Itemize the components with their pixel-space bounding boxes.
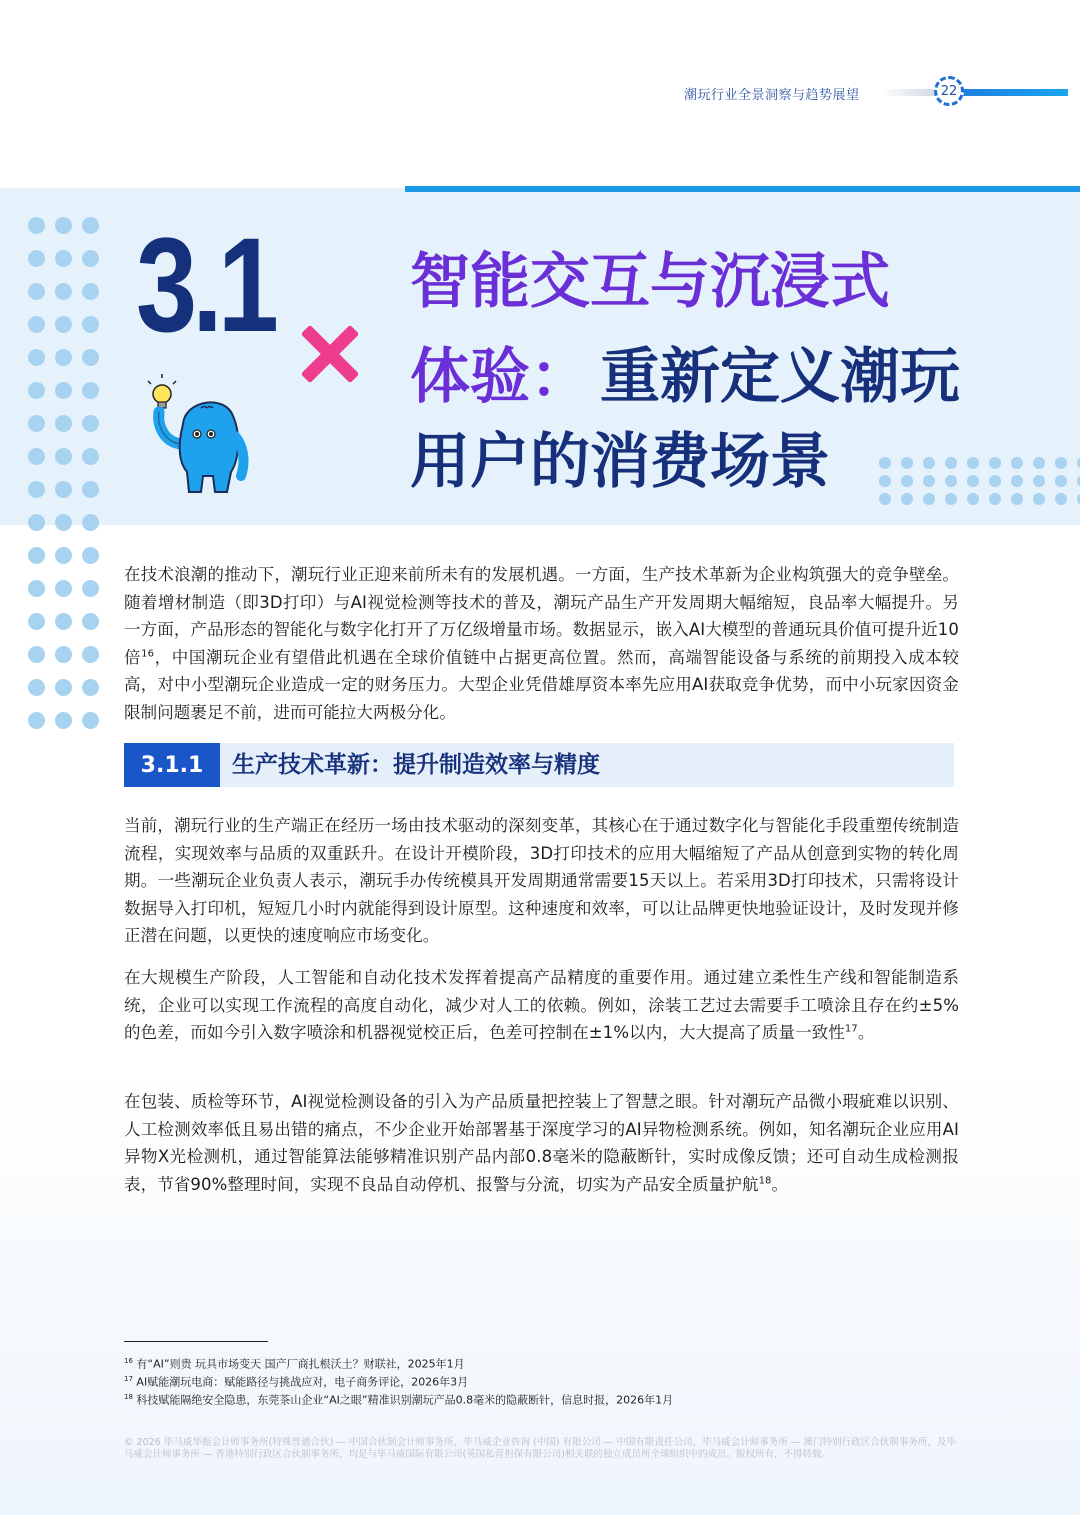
decor-dot-grid-left: [28, 217, 99, 729]
paragraph-text-tail: 。: [771, 1174, 789, 1194]
footnote-number: 18: [124, 1393, 133, 1401]
subsection-header: [124, 743, 954, 787]
section-title-line-3: 用户的消费场景: [410, 427, 830, 497]
footnote-ref: 16: [141, 648, 155, 659]
paragraph-text-tail: ，中国潮玩企业有望借此机遇在全球价值链中占据更高位置。然而，高端智能设备与系统的前期投入成本较高，对中小型潮玩企业造成一定的财务压力。大型企业凭借雄厚资本率先应用AI获取竞争优势，而中小玩家因资金限制问题裹足不前，进而可能拉大两极分化。: [124, 647, 960, 722]
footnote-text: 有“AI”则贵 玩具市场变天 国产厂商扎根沃土？财联社，2025年1月: [136, 1357, 465, 1371]
subsection-number: 3.1.1: [124, 743, 220, 787]
footnote-text: 科技赋能隔绝安全隐患，东莞茶山企业“AI之眼”精准识别潮玩产品0.8毫米的隐蔽断针，信息时报，2026年1月: [136, 1393, 674, 1407]
footnote-18: [124, 1390, 673, 1408]
paragraph-text: 在大规模生产阶段，人工智能和自动化技术发挥着提高产品精度的重要作用。通过建立柔性生产线和智能制造系统，企业可以实现工作流程的高度自动化，减少对人工的依赖。例如，涂装工艺过去需要手工喷涂且存在约±5%的色差，而如今引入数字喷涂和机器视觉校正后，色差可控制在±1%以内，大大提高了质量一致性: [124, 968, 959, 1042]
footnote-16: [124, 1354, 465, 1372]
header-decor-bar: [880, 89, 940, 96]
footnote-text: AI赋能潮玩电商：赋能路径与挑战应对，电子商务评论，2026年3月: [136, 1375, 469, 1389]
pink-cross-icon: [302, 326, 358, 382]
header-accent-bar: [958, 89, 1068, 96]
copyright-notice: © 2026 毕马威华振会计师事务所(特殊普通合伙) — 中国合伙制会计师事务所，毕马威企业咨询 (中国) 有限公司 — 中国有限责任公司，毕马威会计师事务所 — 澳门特别行政区合伙制事务所，及毕马威会计师事务所 — 香港特别行政区合伙制事务所，均是与毕马威国际有限公司(英国私营担保有限公司)相关联的独立成员所全球组织中的成员。版权所有，不得转载。: [124, 1437, 956, 1460]
decor-dot-grid-right: [879, 457, 1080, 505]
body-paragraph-intro: [124, 561, 959, 726]
footnote-separator: [124, 1341, 268, 1342]
mascot-lightbulb-icon: [145, 372, 265, 497]
subsection-title: 生产技术革新：提升制造效率与精度: [232, 752, 600, 778]
body-paragraph-design: 当前，潮玩行业的生产端正在经历一场由技术驱动的深刻变革，其核心在于通过数字化与智能化手段重塑传统制造流程，实现效率与品质的双重跃升。在设计开模阶段，3D打印技术的应用大幅缩短了产品从创意到实物的转化周期。一些潮玩企业负责人表示，潮玩手办传统模具开发周期通常需要15天以上。若采用3D打印技术，只需将设计数据导入打印机，短短几小时内就能得到设计原型。这种速度和效率，可以让品牌更快地验证设计，及时发现并修正潜在问题，以更快的速度响应市场变化。: [124, 816, 959, 945]
paragraph-text: 在包装、质检等环节，AI视觉检测设备的引入为产品质量把控装上了智慧之眼。针对潮玩产品微小瑕疵难以识别、人工检测效率低且易出错的痛点，不少企业开始部署基于深度学习的AI异物检测系统。例如，知名潮玩企业应用AI异物X光检测机，通过智能算法能够精准识别产品内部0.8毫米的隐蔽断针，实时成像反馈；还可自动生成检测报表，节省90%整理时间，实现不良品自动停机、报警与分流，切实为产品安全质量护航: [124, 1092, 959, 1194]
footnote-number: 17: [124, 1375, 133, 1383]
section-title-line-2-part-a: 体验：: [410, 342, 590, 412]
section-title-line-2-part-b: 重新定义潮玩: [600, 342, 960, 412]
running-header-title: 潮玩行业全景洞察与趋势展望: [684, 88, 860, 103]
page-number-badge: 22: [934, 76, 964, 106]
footnote-17: [124, 1372, 468, 1390]
section-title-line-1: 智能交互与沉浸式: [410, 247, 890, 317]
footnote-ref: 18: [758, 1175, 772, 1186]
body-paragraph-inspection: [124, 1088, 959, 1198]
banner-top-line: [405, 186, 1080, 192]
paragraph-text-tail: 。: [857, 1023, 875, 1042]
footnote-number: 16: [124, 1357, 133, 1365]
paragraph-text: 在技术浪潮的推动下，潮玩行业正迎来前所未有的发展机遇。一方面，生产技术革新为企业构筑强大的竞争壁垒。随着增材制造（即3D打印）与AI视觉检测等技术的普及，潮玩产品生产开发周期大幅缩短，良品率大幅提升。另一方面，产品形态的智能化与数字化打开了万亿级增量市场。数据显示，嵌入AI大模型的普通玩具价值可提升近10倍: [124, 565, 959, 667]
body-paragraph-production: [124, 964, 959, 1047]
footnote-ref: 17: [844, 1023, 858, 1035]
section-number: 3.1: [136, 211, 274, 360]
